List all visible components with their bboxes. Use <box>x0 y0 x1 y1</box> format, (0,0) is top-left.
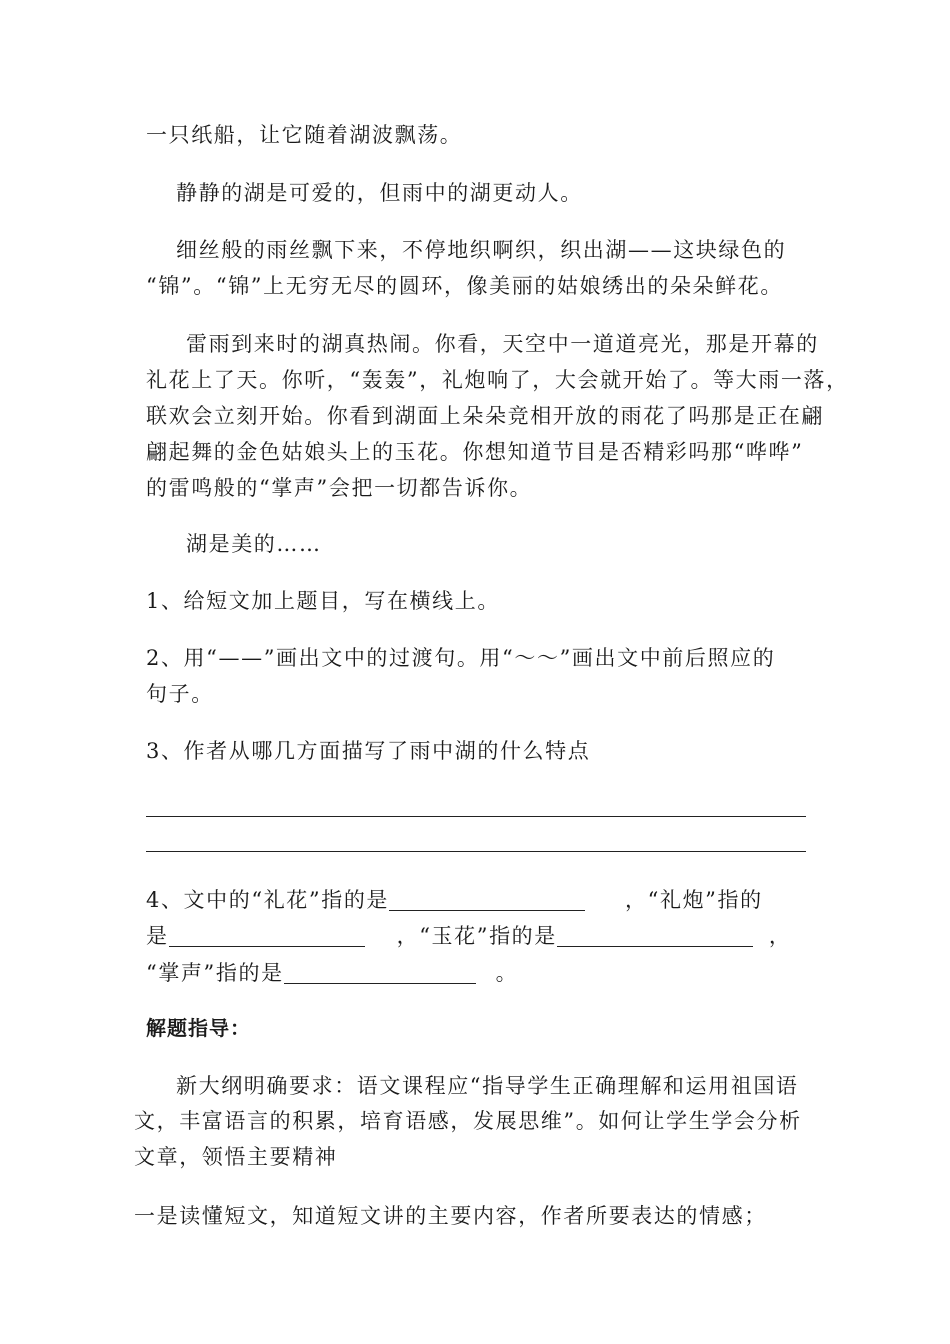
question-4-text: 。 <box>495 961 519 985</box>
question-1: 1、给短文加上题目，写在横线上。 <box>146 589 500 613</box>
blank-answer[interactable] <box>557 924 753 947</box>
question-4-text: ，“礼炮”指的 <box>625 888 763 912</box>
guide-line: 文，丰富语言的积累，培育语感，发展思维”。如何让学生学会分析 <box>134 1109 802 1133</box>
question-3: 3、作者从哪几方面描写了雨中湖的什么特点 <box>146 739 591 763</box>
question-4 <box>146 888 763 911</box>
passage-line: “锦”。“锦”上无穷无尽的圆环，像美丽的姑娘绣出的朵朵鲜花。 <box>146 274 783 298</box>
passage-line: 细丝般的雨丝飘下来，不停地织啊织，织出湖——这块绿色的 <box>176 238 787 262</box>
blank-answer[interactable] <box>389 888 585 911</box>
passage-line: 翩起舞的金色姑娘头上的玉花。你想知道节目是否精彩吗那“哗哗” <box>146 440 804 464</box>
guide-line: 文章，领悟主要精神 <box>134 1145 338 1169</box>
passage-line: 礼花上了天。你听，“轰轰”，礼炮响了，大会就开始了。等大雨一落， <box>146 368 849 392</box>
answer-line[interactable] <box>146 851 806 852</box>
question-2: 2、用“——”画出文中的过渡句。用“～～”画出文中前后照应的 <box>146 646 776 670</box>
blank-answer[interactable] <box>284 961 476 984</box>
question-4-text: 是 <box>146 924 169 948</box>
passage-paragraph: 湖是美的…… <box>186 532 322 556</box>
guide-line: 新大纲明确要求：语文课程应“指导学生正确理解和运用祖国语 <box>176 1074 799 1098</box>
passage-line: 雷雨到来时的湖真热闹。你看，天空中一道道亮光，那是开幕的 <box>186 332 819 356</box>
guide-point: 一是读懂短文，知道短文讲的主要内容，作者所要表达的情感； <box>134 1204 767 1228</box>
passage-line: 的雷鸣般的“掌声”会把一切都告诉你。 <box>146 476 533 500</box>
question-4-line-2 <box>146 924 792 947</box>
question-2-continued: 句子。 <box>146 682 214 706</box>
question-4-text: 4、文中的“礼花”指的是 <box>146 888 390 912</box>
passage-paragraph: 静静的湖是可爱的，但雨中的湖更动人。 <box>176 181 583 205</box>
blank-answer[interactable] <box>169 924 365 947</box>
passage-line: 一只纸船，让它随着湖波飘荡。 <box>146 123 463 147</box>
question-4-text: ，“玉花”指的是 <box>396 924 557 948</box>
guide-heading: 解题指导： <box>146 1016 251 1040</box>
passage-line: 联欢会立刻开始。你看到湖面上朵朵竞相开放的雨花了吗那是正在翩 <box>146 404 824 428</box>
question-4-line-3 <box>146 961 518 984</box>
question-4-text: ， <box>768 924 792 948</box>
question-4-text: “掌声”指的是 <box>146 961 284 985</box>
answer-line[interactable] <box>146 816 806 817</box>
